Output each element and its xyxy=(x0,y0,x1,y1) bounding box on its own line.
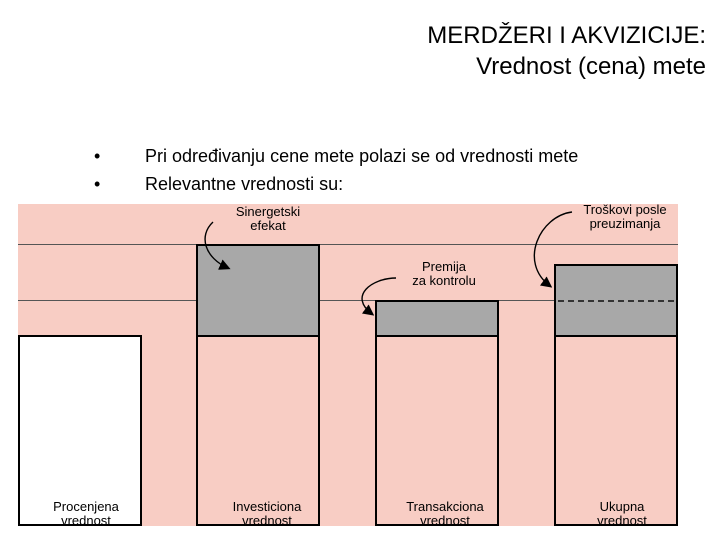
premium-label-line-2: za kontrolu xyxy=(412,273,476,288)
synergy-arrow-icon xyxy=(205,222,228,268)
costs-arrow-icon xyxy=(534,212,572,286)
column-label-line-2: vrednost xyxy=(61,513,111,528)
column-label-line-2: vrednost xyxy=(597,513,647,528)
column-label-line-2: vrednost xyxy=(420,513,470,528)
column-label-line-1: Investiciona xyxy=(232,499,302,514)
premium-label-line-1: Premija xyxy=(421,259,467,274)
synergy-label-line-2: efekat xyxy=(250,218,286,233)
bullet-marker: • xyxy=(94,146,101,166)
bullet-text: Relevantne vrednosti su: xyxy=(145,174,344,194)
column-label-line-2: vrednost xyxy=(242,513,292,528)
bullet-text: Pri određivanju cene mete polazi se od vrednosti mete xyxy=(145,146,579,166)
synergy-label-line-1: Sinergetski xyxy=(235,204,301,219)
title-line-2: Vrednost (cena) mete xyxy=(476,53,706,80)
title-line-1: MERDŽERI I AKVIZICIJE: xyxy=(427,22,706,49)
column-label-line-1: Transakciona xyxy=(406,499,484,514)
column-label-line-1: Procenjena xyxy=(53,499,119,514)
column-label-line-1: Ukupna xyxy=(599,499,645,514)
premium-arrow-icon xyxy=(362,278,396,314)
costs-label-line-1: Troškovi posle xyxy=(583,202,667,217)
bullet-marker: • xyxy=(94,174,101,194)
costs-label-line-2: preuzimanja xyxy=(589,216,661,231)
